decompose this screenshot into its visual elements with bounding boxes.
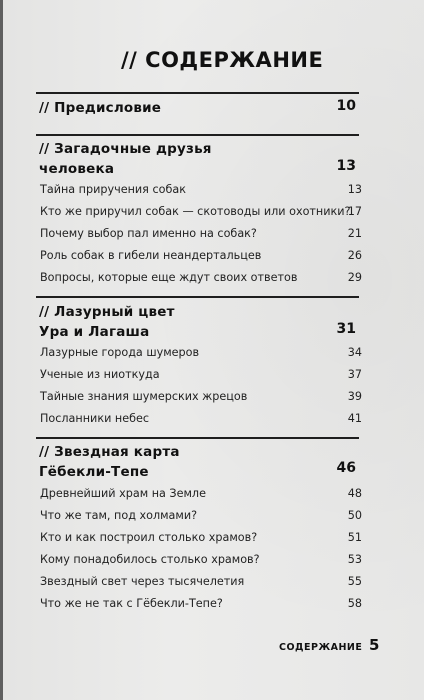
toc-entry-page: 39 bbox=[347, 390, 362, 403]
divider-rule bbox=[36, 134, 359, 136]
section-page: 46 bbox=[336, 460, 356, 476]
toc-entry-title: Древнейший храм на Земле bbox=[40, 487, 206, 500]
toc-entry[interactable] bbox=[40, 506, 362, 526]
section-title: // Лазурный цвет Ура и Лагаша bbox=[39, 304, 175, 340]
toc-entry[interactable] bbox=[40, 387, 362, 407]
page-title: // СОДЕРЖАНИЕ bbox=[121, 48, 324, 72]
section-title: // Загадочные друзья человека bbox=[39, 141, 212, 177]
toc-entry-page: 55 bbox=[347, 575, 362, 588]
toc-entry-page: 53 bbox=[347, 553, 362, 566]
toc-entry-title: Почему выбор пал именно на собак? bbox=[40, 227, 257, 240]
toc-entry[interactable] bbox=[40, 246, 362, 266]
toc-entry[interactable] bbox=[40, 365, 362, 385]
toc-entry-title: Ученые из ниоткуда bbox=[40, 368, 160, 381]
toc-entry[interactable] bbox=[40, 224, 362, 244]
toc-entry-title: Что же там, под холмами? bbox=[40, 509, 198, 522]
toc-entry[interactable] bbox=[40, 528, 362, 548]
toc-entry-title: Кто же приручил собак — скотоводы или охотники? bbox=[40, 205, 351, 218]
book-page bbox=[3, 0, 424, 700]
toc-entry[interactable] bbox=[40, 550, 362, 570]
toc-entry-title: Посланники небес bbox=[40, 412, 150, 425]
section-page: 31 bbox=[336, 321, 356, 337]
toc-entry-title: Тайна приручения собак bbox=[40, 183, 186, 196]
section-page: 13 bbox=[336, 158, 356, 174]
toc-entry-page: 17 bbox=[347, 205, 362, 218]
toc-entry-title: Звездный свет через тысячелетия bbox=[40, 575, 245, 588]
divider-rule bbox=[36, 437, 359, 439]
page-number: 5 bbox=[369, 636, 380, 654]
toc-entry-page: 13 bbox=[347, 183, 362, 196]
toc-entry-title: Вопросы, которые еще ждут своих ответов bbox=[40, 271, 298, 284]
running-footer: СОДЕРЖАНИЕ bbox=[279, 642, 363, 653]
preface-page: 10 bbox=[336, 98, 356, 114]
toc-entry[interactable] bbox=[40, 180, 362, 200]
toc-entry[interactable] bbox=[40, 343, 362, 363]
section-title: // Звездная карта Гёбекли-Тепе bbox=[39, 444, 180, 480]
toc-entry-page: 58 bbox=[347, 597, 362, 610]
toc-entry-title: Кому понадобилось столько храмов? bbox=[40, 553, 260, 566]
toc-entry-page: 48 bbox=[347, 487, 362, 500]
toc-entry-title: Роль собак в гибели неандертальцев bbox=[40, 249, 262, 262]
toc-entry-page: 34 bbox=[347, 346, 362, 359]
divider-rule bbox=[36, 92, 359, 94]
toc-entry[interactable] bbox=[40, 594, 362, 614]
divider-rule bbox=[36, 296, 359, 298]
toc-entry-title: Что же не так с Гёбекли-Тепе? bbox=[40, 597, 223, 610]
toc-entry[interactable] bbox=[40, 409, 362, 429]
toc-entry-title: Тайные знания шумерских жрецов bbox=[40, 390, 248, 403]
toc-entry[interactable] bbox=[40, 202, 362, 222]
preface-title: // Предисловие bbox=[39, 100, 162, 116]
toc-entry-page: 37 bbox=[347, 368, 362, 381]
toc-entry-title: Лазурные города шумеров bbox=[40, 346, 200, 359]
toc-entry-page: 26 bbox=[347, 249, 362, 262]
toc-entry[interactable] bbox=[40, 572, 362, 592]
toc-entry-page: 41 bbox=[347, 412, 362, 425]
toc-entry-title: Кто и как построил столько храмов? bbox=[40, 531, 258, 544]
toc-entry-page: 21 bbox=[347, 227, 362, 240]
toc-entry-page: 51 bbox=[347, 531, 362, 544]
toc-entry-page: 29 bbox=[347, 271, 362, 284]
toc-entry[interactable] bbox=[40, 268, 362, 288]
toc-entry-page: 50 bbox=[347, 509, 362, 522]
toc-entry[interactable] bbox=[40, 484, 362, 504]
